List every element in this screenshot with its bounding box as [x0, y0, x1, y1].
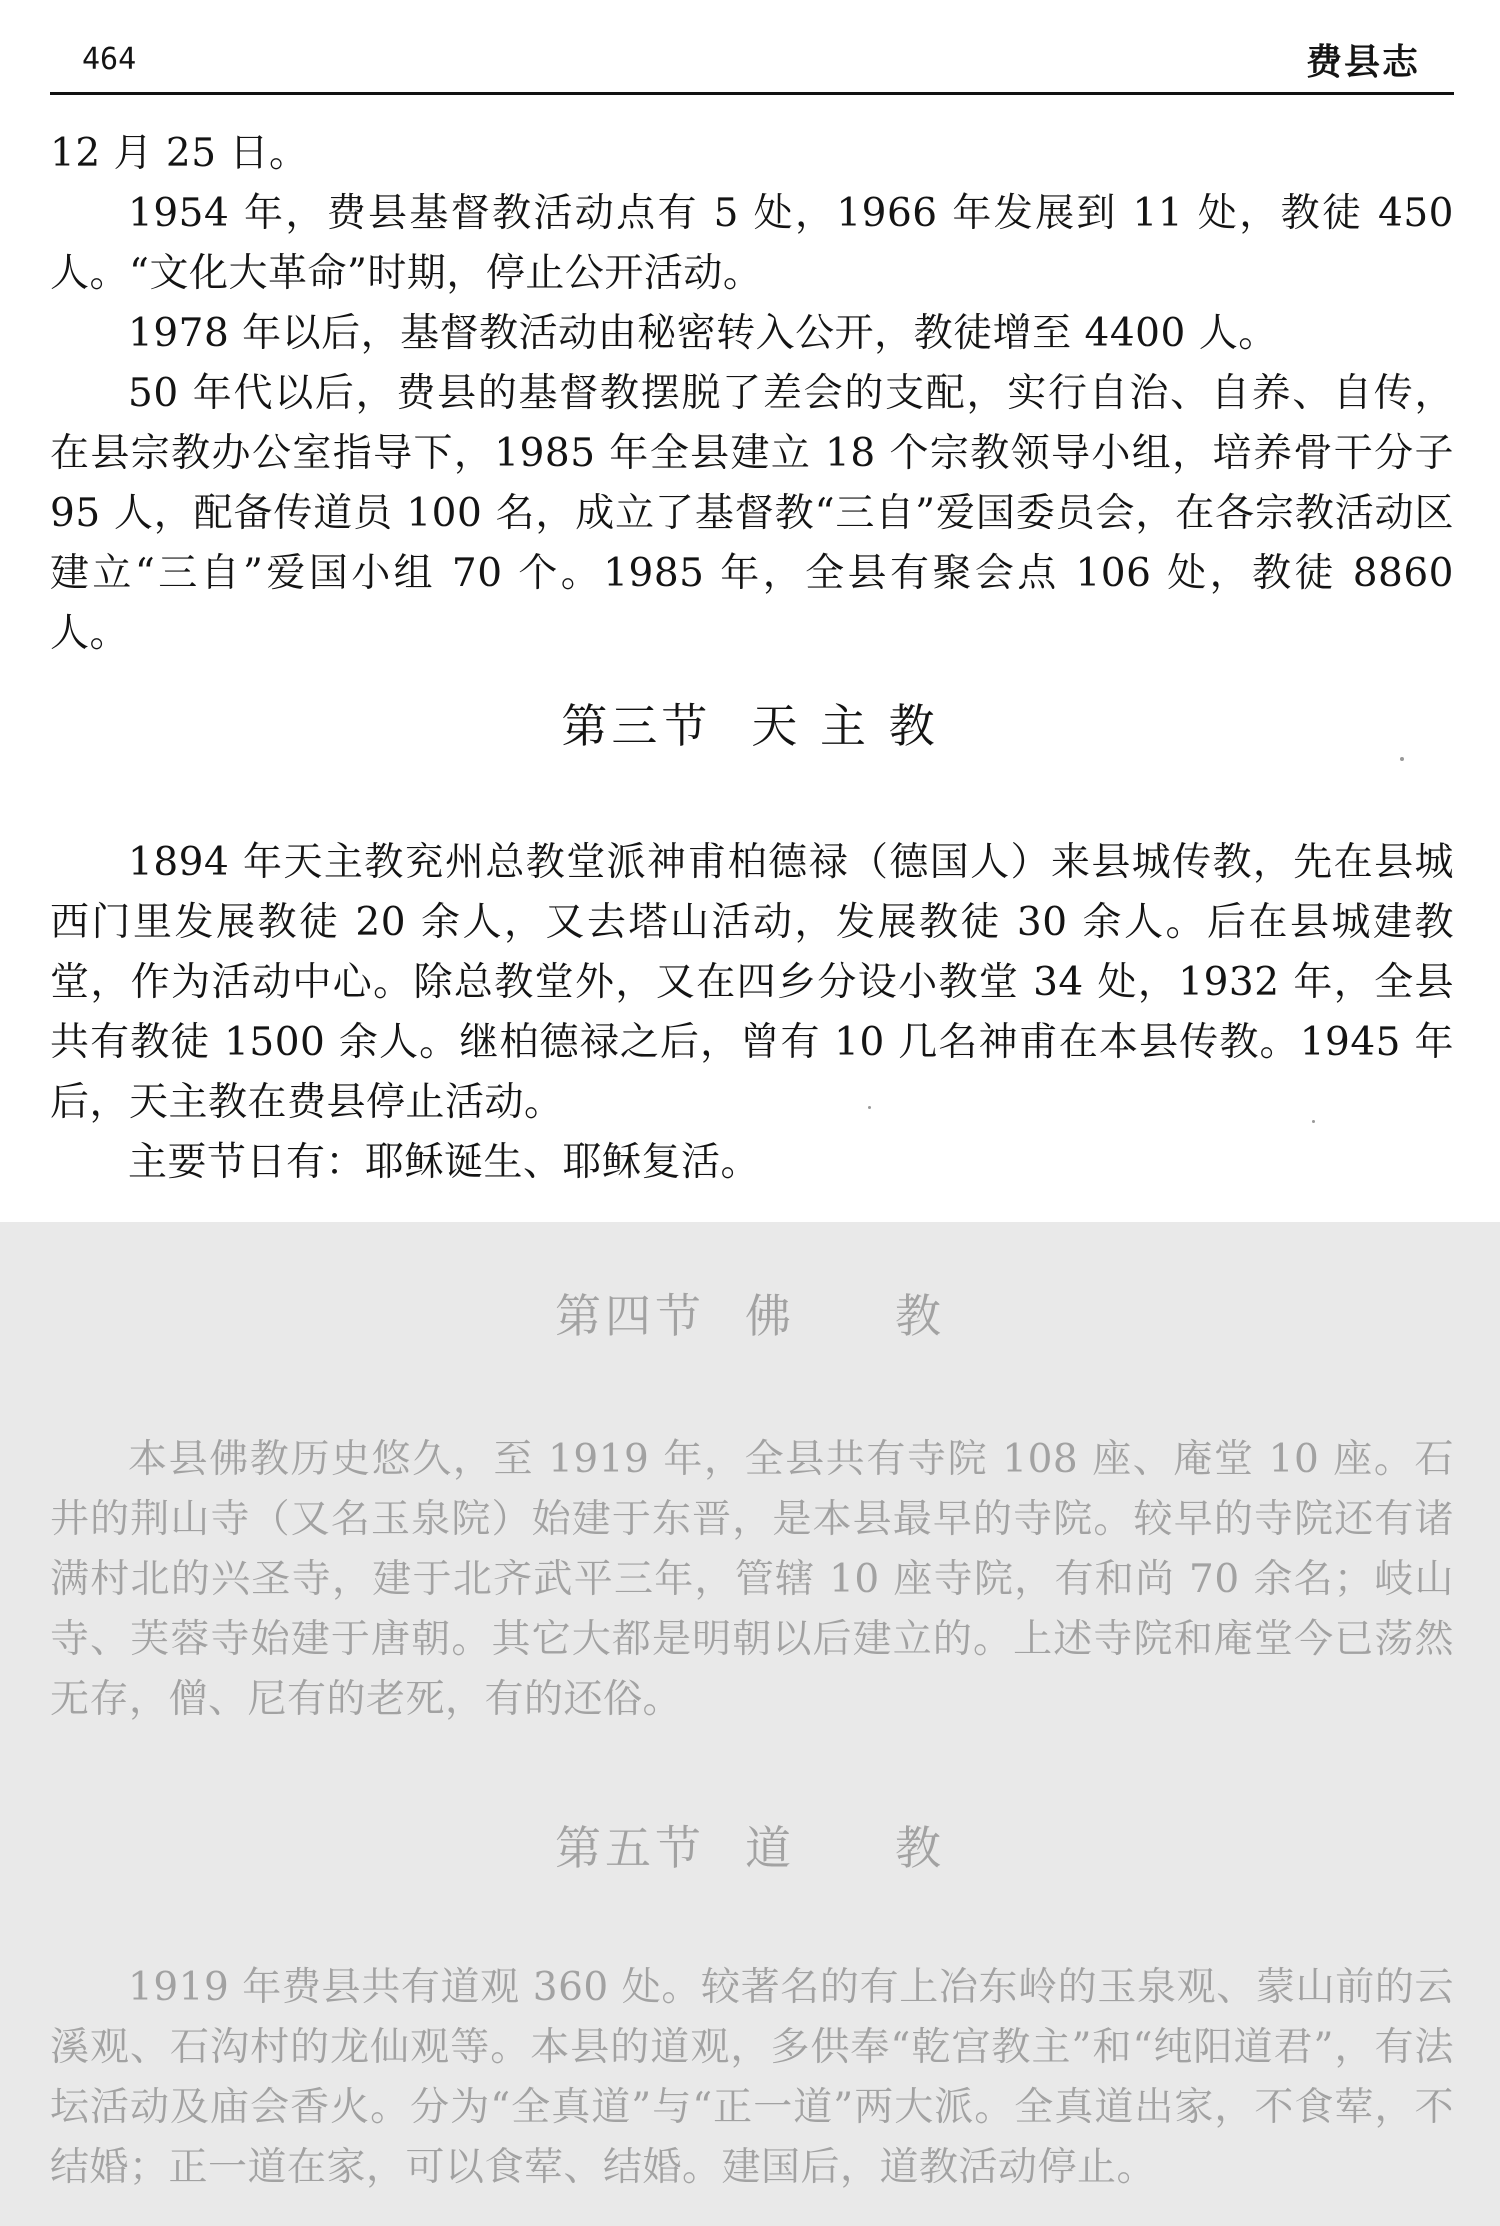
- section5-heading-number: 第五节: [555, 1821, 705, 1875]
- section4-heading-title: 佛 教: [745, 1289, 945, 1343]
- scan-speck: [868, 1106, 871, 1109]
- section4-heading: [0, 1280, 1500, 1346]
- paragraph-1950s: 50 年代以后，费县的基督教摆脱了差会的支配，实行自治、自养、自传，在县宗教办公室指导下，1985 年全县建立 18 个宗教领导小组，培养骨干分子 95 人，配备传道员 100 名，成立了基督教“三自”爱国委员会，在各宗教活动区建立“三自”爱国小组 70 个。1985 年，全县有聚会点 106 处，教徒 8860 人。: [50, 371, 1454, 656]
- scan-speck: [1312, 1120, 1315, 1123]
- paragraph-taoism: 1919 年费县共有道观 360 处。较著名的有上冶东岭的玉泉观、蒙山前的云溪观、石沟村的龙仙观等。本县的道观，多供奉“乾宫教主”和“纯阳道君”，有法坛活动及庙会香火。分为“全真道”与“正一道”两大派。全真道出家，不食荤，不结婚；正一道在家，可以食荤、结婚。建国后，道教活动停止。: [50, 1965, 1454, 2190]
- section3-heading-title: 天 主 教: [751, 699, 939, 753]
- section3-heading: [0, 690, 1500, 756]
- section4-heading-number: 第四节: [555, 1289, 705, 1343]
- section3-heading-number: 第三节: [561, 699, 712, 753]
- section5-heading: [0, 1812, 1500, 1878]
- section5-body: [50, 1958, 1454, 2198]
- scan-speck: [1400, 757, 1404, 761]
- page-number: 464: [82, 42, 137, 77]
- paragraph-catholic-festivals: 主要节日有：耶稣诞生、耶稣复活。: [128, 1140, 761, 1185]
- page-header: [50, 34, 1454, 90]
- section5-heading-title: 道 教: [745, 1821, 945, 1875]
- christianity-section-tail: [50, 124, 1454, 664]
- paragraph-buddhism: 本县佛教历史悠久，至 1919 年，全县共有寺院 108 座、庵堂 10 座。石井的荆山寺（又名玉泉院）始建于东晋，是本县最早的寺院。较早的寺院还有诸满村北的兴圣寺，建于北齐武平三年，管辖 10 座寺院，有和尚 70 余名；岐山寺、芙蓉寺始建于唐朝。其它大都是明朝以后建立的。上述寺院和庵堂今已荡然无存，僧、尼有的老死，有的还俗。: [50, 1437, 1454, 1722]
- paragraph-catholic-history: 1894 年天主教兖州总教堂派神甫柏德禄（德国人）来县城传教，先在县城西门里发展教徒 20 余人，又去塔山活动，发展教徒 30 余人。后在县城建教堂，作为活动中心。除总教堂外，又在四乡分设小教堂 34 处，1932 年，全县共有教徒 1500 余人。继柏德禄之后，曾有 10 几名神甫在本县传教。1945 年后，天主教在费县停止活动。: [50, 840, 1454, 1125]
- paragraph-date-tail: 12 月 25 日。: [50, 131, 309, 176]
- book-title: 费县志: [1305, 41, 1420, 83]
- paragraph-1954: 1954 年，费县基督教活动点有 5 处，1966 年发展到 11 处，教徒 450 人。“文化大革命”时期，停止公开活动。: [50, 191, 1454, 296]
- section3-body: [50, 833, 1454, 1193]
- header-rule: [50, 92, 1454, 95]
- paragraph-1978: 1978 年以后，基督教活动由秘密转入公开，教徒增至 4400 人。: [128, 311, 1278, 356]
- section4-body: [50, 1430, 1454, 1730]
